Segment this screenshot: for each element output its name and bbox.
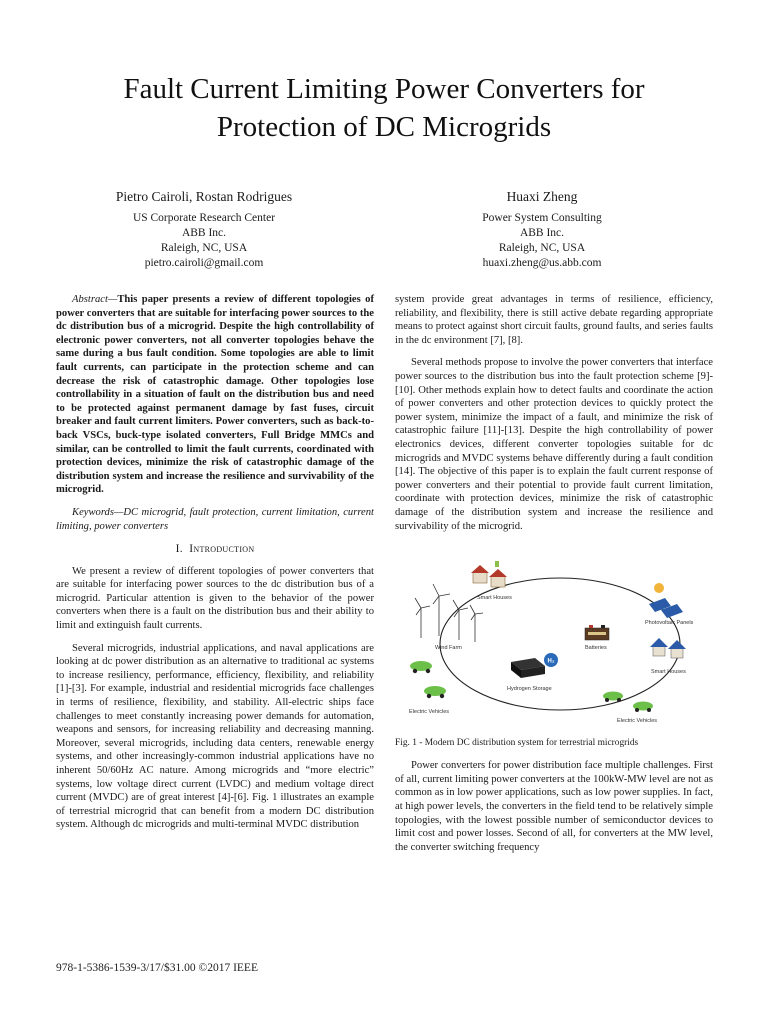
- paragraph: Power converters for power distribution face multiple challenges. First of all, current limiting power converters at the 100kW-MW level are not as common as in low power applications, such as low power supplies. In fact, at high power levels, the converters in the field tend to be relatively simple topologies, with the lowest possible number of semiconductor devices to limit cost and power losses. Second of all, for converters at the MW level, the converter switching frequency: [395, 760, 713, 853]
- electric-vehicles-right-label: Electric Vehicles: [617, 718, 658, 725]
- smart-houses-top-label: Smart Houses: [477, 595, 512, 602]
- h2-badge-label: H₂: [547, 658, 555, 665]
- smart-houses-top-icon: [471, 561, 507, 587]
- figure-microgrid: [395, 556, 713, 726]
- paragraph: Several methods propose to involve the power converters that interface power sources to the distribution bus into the fault protection scheme [9]-[10]. Other methods explain how to detect faults and coordinate the action of power converters and other protection devices to quickly protect the power system, minimize the impact of a fault, and minimize the risk of catastrophic failure [11]-[13]. Despite the high controllability of power electronics devices, different converter topologies suitable for dc microgrids and MVDC systems behave differently during a fault condition [14]. The objective of this paper is to explain the fault current response of power converters and their potential to provide fault current limitation, coordinate with protection devices, minimize the risk of catastrophic damage of the distribution system and increase the resilience and survivability of the microgrid.: [395, 357, 713, 532]
- abstract-label: Abstract—: [72, 294, 118, 305]
- pv-panels-icon: [649, 583, 683, 618]
- author-email: huaxi.zheng@us.abb.com: [482, 257, 602, 269]
- abstract-text: This paper presents a review of different topologies of power converters that are suitable for interfacing power sources to the dc distribution bus of a microgrid. Despite the high controllability of electronic power converters, not all converter topologies behave the same during a bus fault condition. Some topologies are able to limit fault currents, can participate in the protection scheme and can decrease the risk of catastrophic damage. Other topologies lose controllability in a situation of fault on the distribution bus and need to be protected against permanent damage by fast fuses, circuit breaker and fault current limiters. Power converters, such as back-to-back VSCs, buck-type isolated converters, Full Bridge MMCs and similar, can be controlled to limit the fault currents, coordinated with protection devices, minimize the risk of catastrophic damage of the distribution system and increase the resilience and survivability of the microgrid.: [56, 294, 374, 496]
- smart-houses-right-icon: [650, 638, 686, 658]
- author-name: Huaxi Zheng: [506, 189, 578, 204]
- right-column: [395, 293, 713, 863]
- hydrogen-storage-icon: [511, 653, 558, 678]
- section-heading: [56, 543, 374, 557]
- section-number: I.: [175, 543, 183, 556]
- hydrogen-storage-label: Hydrogen Storage: [507, 686, 552, 693]
- dc-bus-ellipse: [440, 578, 680, 710]
- wind-farm-icon: [415, 584, 483, 642]
- author-email: pietro.cairoli@gmail.com: [144, 257, 264, 269]
- keywords: Keywords—DC microgrid, fault protection, current limitation, current limiting, power converters: [56, 506, 374, 532]
- electric-vehicles-left-icon: [410, 661, 446, 698]
- author-block-1: [74, 188, 334, 271]
- batteries-label: Batteries: [585, 645, 607, 652]
- paragraph: system provide great advantages in terms of resilience, efficiency, reliability, and flexibility, there is still active debate regarding appropriate means to protect against short circuit faults, ground faults, and series faults in the dc environment [7], [8].: [395, 294, 713, 346]
- section-title: Introduction: [189, 543, 255, 556]
- copyright-footer: 978-1-5386-1539-3/17/$31.00 ©2017 IEEE: [56, 962, 258, 974]
- electric-vehicles-right-icon: [603, 692, 653, 713]
- title-line-2: Protection of DC Microgrids: [216, 111, 552, 143]
- author-city: Raleigh, NC, USA: [498, 242, 586, 254]
- paragraph: We present a review of different topologies of power converters that are suitable for interfacing power sources to the dc distribution bus of a microgrid. Particular attention is given to the behavior of the power converters when there is a fault on the distribution bus and their ability to limit and extinguish fault currents.: [56, 565, 374, 632]
- electric-vehicles-left-label: Electric Vehicles: [409, 709, 450, 716]
- wind-farm-label: Wind Farm: [435, 645, 462, 652]
- author-name: Pietro Cairoli, Rostan Rodrigues: [115, 189, 293, 204]
- paper-title: [40, 70, 728, 146]
- smart-houses-right-label: Smart Houses: [651, 669, 686, 676]
- figure-caption: Fig. 1 - Modern DC distribution system for terrestrial microgrids: [395, 737, 639, 748]
- batteries-icon: [585, 625, 609, 640]
- title-line-1: Fault Current Limiting Power Converters for: [123, 73, 645, 105]
- author-org: Power System Consulting: [482, 212, 602, 224]
- author-company: ABB Inc.: [519, 227, 565, 239]
- author-block-2: [412, 188, 672, 271]
- left-column: [56, 293, 374, 841]
- abstract: [56, 293, 374, 497]
- pv-panels-label: Photovoltaic Panels: [645, 620, 694, 627]
- author-city: Raleigh, NC, USA: [160, 242, 248, 254]
- author-org: US Corporate Research Center: [132, 212, 276, 224]
- author-company: ABB Inc.: [181, 227, 227, 239]
- paragraph: Several microgrids, industrial applications, and naval applications are looking at dc power distribution as an alternative to traditional ac systems to increase resiliency, performance, efficiency, flexibility, and reliability [1]-[3]. For example, industrial and residential microgrids face challenges in terms of resilience, flexibility, and stability. All-electric ships face challenges to meet constantly increasing power demands for automation, weapons and sensors, for increasing reliability and decreasing manning. Moreover, several microgrids, including data centers, renewable energy systems, and other increasingly-common industrial applications have no inherent 50/60Hz AC nature. Among microgrids and “more electric” systems, low voltage direct current (LVDC) and medium voltage direct current (MVDC) are of great interest [4]-[6]. Fig. 1 illustrates an example of terrestrial microgrid that can benefit from a modern DC distribution system. Although dc microgrids and multi-terminal MVDC distribution: [56, 642, 374, 831]
